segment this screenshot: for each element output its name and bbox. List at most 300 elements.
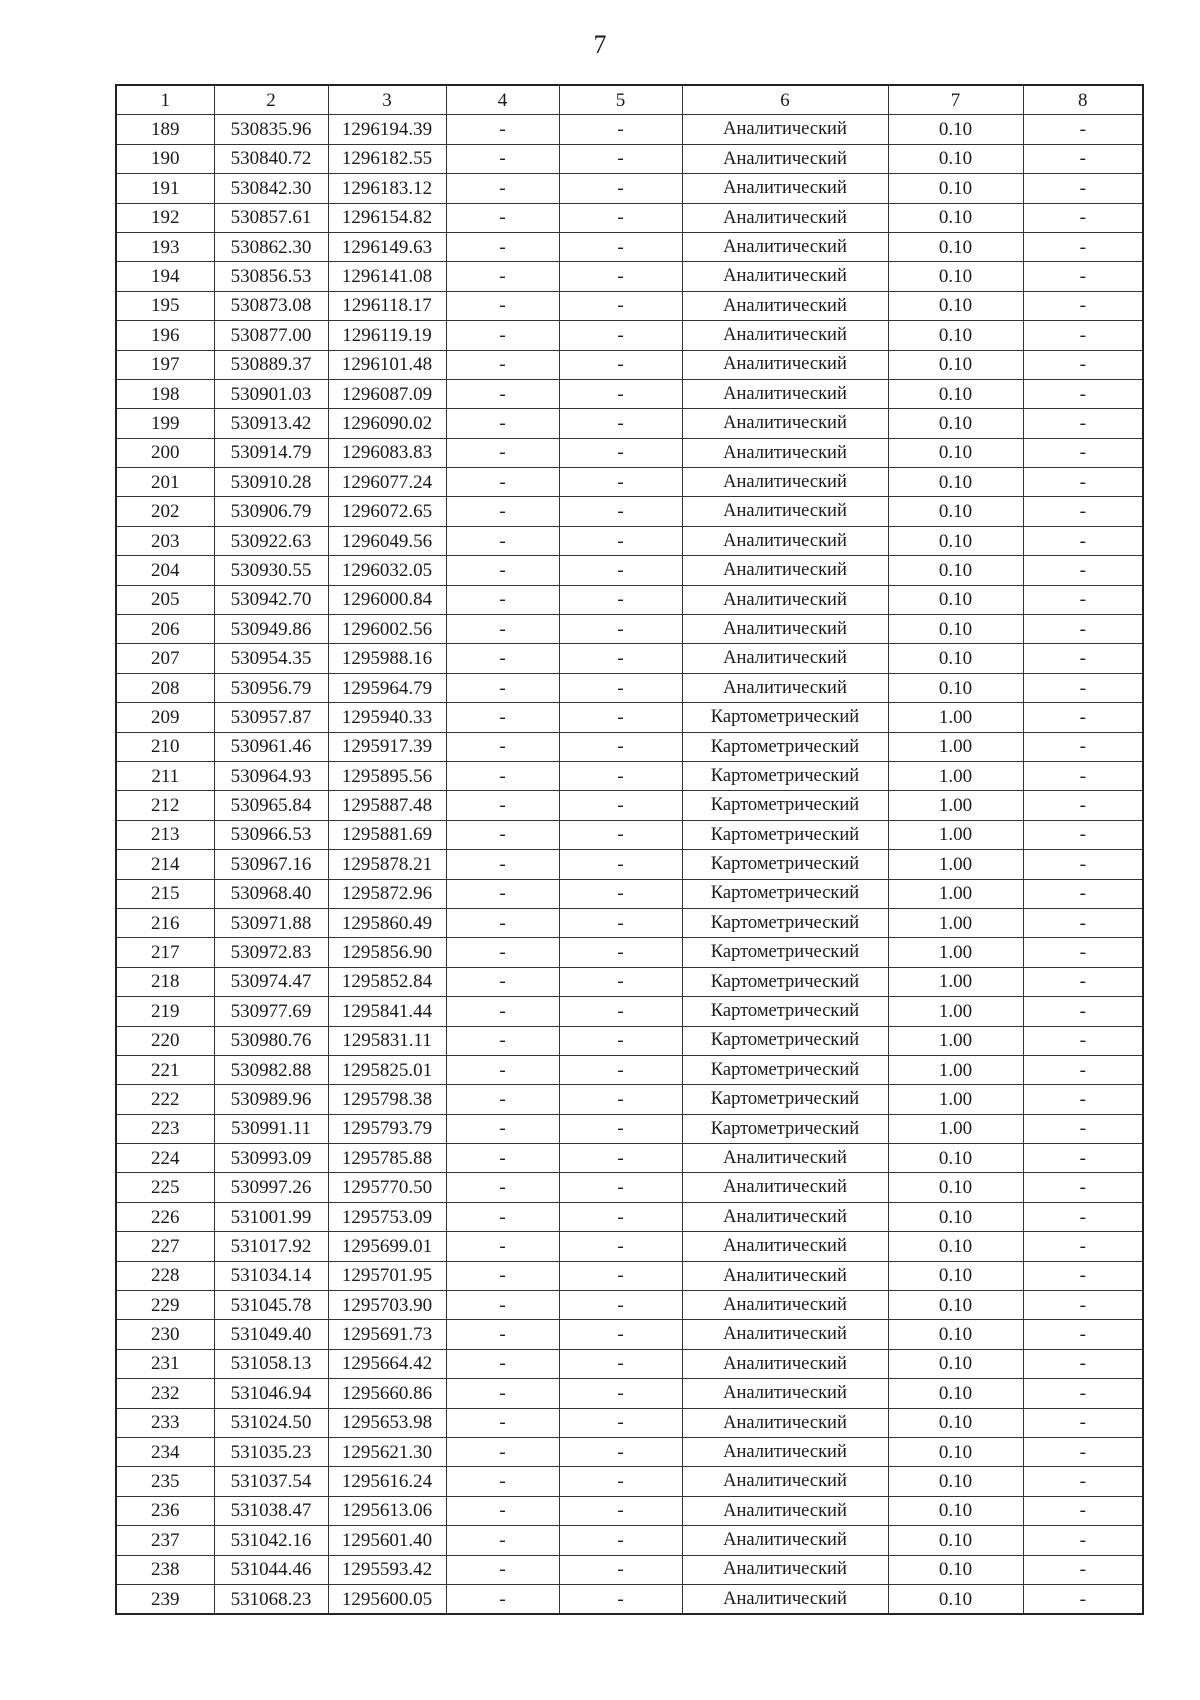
point-number-cell: 221: [116, 1055, 214, 1084]
accuracy-cell: 0.10: [888, 1467, 1023, 1496]
x-coordinate-cell: 530971.88: [214, 908, 328, 937]
accuracy-cell: 0.10: [888, 1232, 1023, 1261]
col-4-value-cell: -: [446, 967, 559, 996]
col-5-value-cell: -: [559, 379, 682, 408]
table-row: [116, 350, 1143, 379]
table-row: [116, 468, 1143, 497]
col-8-value-cell: -: [1023, 144, 1143, 173]
point-number-cell: 189: [116, 115, 214, 144]
table-header: [116, 85, 1143, 115]
y-coordinate-cell: 1295770.50: [328, 1173, 446, 1202]
point-number-cell: 223: [116, 1114, 214, 1143]
point-number-cell: 209: [116, 703, 214, 732]
col-5-value-cell: -: [559, 791, 682, 820]
table-row: [116, 1026, 1143, 1055]
column-header-4: 4: [446, 85, 559, 115]
method-cell: Аналитический: [682, 615, 888, 644]
col-5-value-cell: -: [559, 644, 682, 673]
table-row: [116, 1379, 1143, 1408]
method-cell: Аналитический: [682, 1144, 888, 1173]
x-coordinate-cell: 530966.53: [214, 820, 328, 849]
x-coordinate-cell: 530856.53: [214, 262, 328, 291]
col-4-value-cell: -: [446, 203, 559, 232]
point-number-cell: 210: [116, 732, 214, 761]
table-row: [116, 1408, 1143, 1437]
method-cell: Картометрический: [682, 1085, 888, 1114]
accuracy-cell: 0.10: [888, 1349, 1023, 1378]
col-4-value-cell: -: [446, 350, 559, 379]
method-cell: Аналитический: [682, 438, 888, 467]
table-row: [116, 850, 1143, 879]
x-coordinate-cell: 530957.87: [214, 703, 328, 732]
col-8-value-cell: -: [1023, 321, 1143, 350]
method-cell: Аналитический: [682, 1320, 888, 1349]
point-number-cell: 207: [116, 644, 214, 673]
col-5-value-cell: -: [559, 997, 682, 1026]
col-8-value-cell: -: [1023, 174, 1143, 203]
y-coordinate-cell: 1295621.30: [328, 1437, 446, 1466]
point-number-cell: 200: [116, 438, 214, 467]
col-8-value-cell: -: [1023, 1584, 1143, 1614]
table-row: [116, 556, 1143, 585]
y-coordinate-cell: 1296119.19: [328, 321, 446, 350]
col-4-value-cell: -: [446, 1055, 559, 1084]
y-coordinate-cell: 1296183.12: [328, 174, 446, 203]
col-4-value-cell: -: [446, 1496, 559, 1525]
col-5-value-cell: -: [559, 291, 682, 320]
y-coordinate-cell: 1295940.33: [328, 703, 446, 732]
col-5-value-cell: -: [559, 174, 682, 203]
x-coordinate-cell: 530965.84: [214, 791, 328, 820]
col-4-value-cell: -: [446, 174, 559, 203]
point-number-cell: 208: [116, 673, 214, 702]
method-cell: Аналитический: [682, 203, 888, 232]
col-4-value-cell: -: [446, 644, 559, 673]
point-number-cell: 228: [116, 1261, 214, 1290]
point-number-cell: 211: [116, 761, 214, 790]
y-coordinate-cell: 1296077.24: [328, 468, 446, 497]
col-8-value-cell: -: [1023, 115, 1143, 144]
table-row: [116, 203, 1143, 232]
col-5-value-cell: -: [559, 1026, 682, 1055]
accuracy-cell: 1.00: [888, 850, 1023, 879]
y-coordinate-cell: 1295660.86: [328, 1379, 446, 1408]
point-number-cell: 206: [116, 615, 214, 644]
col-8-value-cell: -: [1023, 1055, 1143, 1084]
method-cell: Картометрический: [682, 938, 888, 967]
method-cell: Аналитический: [682, 350, 888, 379]
accuracy-cell: 1.00: [888, 1085, 1023, 1114]
accuracy-cell: 1.00: [888, 1055, 1023, 1084]
col-8-value-cell: -: [1023, 850, 1143, 879]
x-coordinate-cell: 530982.88: [214, 1055, 328, 1084]
x-coordinate-cell: 531038.47: [214, 1496, 328, 1525]
method-cell: Аналитический: [682, 673, 888, 702]
point-number-cell: 237: [116, 1526, 214, 1555]
col-5-value-cell: -: [559, 203, 682, 232]
x-coordinate-cell: 530913.42: [214, 409, 328, 438]
accuracy-cell: 1.00: [888, 938, 1023, 967]
col-4-value-cell: -: [446, 585, 559, 614]
col-5-value-cell: -: [559, 1202, 682, 1231]
accuracy-cell: 1.00: [888, 1026, 1023, 1055]
y-coordinate-cell: 1295699.01: [328, 1232, 446, 1261]
table-row: [116, 1144, 1143, 1173]
column-header-6: 6: [682, 85, 888, 115]
accuracy-cell: 1.00: [888, 820, 1023, 849]
col-5-value-cell: -: [559, 673, 682, 702]
x-coordinate-cell: 531024.50: [214, 1408, 328, 1437]
col-8-value-cell: -: [1023, 1349, 1143, 1378]
x-coordinate-cell: 530949.86: [214, 615, 328, 644]
col-5-value-cell: -: [559, 1437, 682, 1466]
point-number-cell: 220: [116, 1026, 214, 1055]
method-cell: Аналитический: [682, 556, 888, 585]
table-row: [116, 1085, 1143, 1114]
accuracy-cell: 0.10: [888, 468, 1023, 497]
x-coordinate-cell: 530901.03: [214, 379, 328, 408]
point-number-cell: 190: [116, 144, 214, 173]
method-cell: Аналитический: [682, 644, 888, 673]
point-number-cell: 232: [116, 1379, 214, 1408]
col-4-value-cell: -: [446, 791, 559, 820]
x-coordinate-cell: 531068.23: [214, 1584, 328, 1614]
point-number-cell: 225: [116, 1173, 214, 1202]
method-cell: Аналитический: [682, 585, 888, 614]
col-4-value-cell: -: [446, 497, 559, 526]
y-coordinate-cell: 1296118.17: [328, 291, 446, 320]
accuracy-cell: 0.10: [888, 409, 1023, 438]
point-number-cell: 198: [116, 379, 214, 408]
table-row: [116, 115, 1143, 144]
page-number: 7: [593, 30, 607, 59]
table-row: [116, 1320, 1143, 1349]
col-4-value-cell: -: [446, 1085, 559, 1114]
y-coordinate-cell: 1295616.24: [328, 1467, 446, 1496]
accuracy-cell: 0.10: [888, 1584, 1023, 1614]
point-number-cell: 213: [116, 820, 214, 849]
y-coordinate-cell: 1295785.88: [328, 1144, 446, 1173]
col-8-value-cell: -: [1023, 791, 1143, 820]
col-8-value-cell: -: [1023, 1291, 1143, 1320]
x-coordinate-cell: 531037.54: [214, 1467, 328, 1496]
x-coordinate-cell: 530922.63: [214, 526, 328, 555]
col-8-value-cell: -: [1023, 938, 1143, 967]
y-coordinate-cell: 1295691.73: [328, 1320, 446, 1349]
coordinates-table: [115, 84, 1144, 1615]
col-5-value-cell: -: [559, 144, 682, 173]
col-4-value-cell: -: [446, 615, 559, 644]
col-5-value-cell: -: [559, 967, 682, 996]
col-8-value-cell: -: [1023, 526, 1143, 555]
y-coordinate-cell: 1295856.90: [328, 938, 446, 967]
method-cell: Аналитический: [682, 1349, 888, 1378]
col-5-value-cell: -: [559, 703, 682, 732]
x-coordinate-cell: 530989.96: [214, 1085, 328, 1114]
col-8-value-cell: -: [1023, 1555, 1143, 1584]
y-coordinate-cell: 1295753.09: [328, 1202, 446, 1231]
table-row: [116, 938, 1143, 967]
col-4-value-cell: -: [446, 908, 559, 937]
x-coordinate-cell: 531042.16: [214, 1526, 328, 1555]
col-4-value-cell: -: [446, 379, 559, 408]
col-5-value-cell: -: [559, 1144, 682, 1173]
col-5-value-cell: -: [559, 1349, 682, 1378]
accuracy-cell: 1.00: [888, 791, 1023, 820]
col-8-value-cell: -: [1023, 556, 1143, 585]
accuracy-cell: 0.10: [888, 379, 1023, 408]
x-coordinate-cell: 530993.09: [214, 1144, 328, 1173]
y-coordinate-cell: 1295703.90: [328, 1291, 446, 1320]
col-4-value-cell: -: [446, 1026, 559, 1055]
x-coordinate-cell: 530977.69: [214, 997, 328, 1026]
point-number-cell: 222: [116, 1085, 214, 1114]
y-coordinate-cell: 1296194.39: [328, 115, 446, 144]
y-coordinate-cell: 1295860.49: [328, 908, 446, 937]
accuracy-cell: 0.10: [888, 1408, 1023, 1437]
y-coordinate-cell: 1296083.83: [328, 438, 446, 467]
method-cell: Аналитический: [682, 174, 888, 203]
x-coordinate-cell: 530910.28: [214, 468, 328, 497]
point-number-cell: 194: [116, 262, 214, 291]
col-5-value-cell: -: [559, 321, 682, 350]
col-5-value-cell: -: [559, 938, 682, 967]
x-coordinate-cell: 531058.13: [214, 1349, 328, 1378]
y-coordinate-cell: 1295988.16: [328, 644, 446, 673]
col-5-value-cell: -: [559, 1526, 682, 1555]
point-number-cell: 233: [116, 1408, 214, 1437]
accuracy-cell: 0.10: [888, 291, 1023, 320]
col-4-value-cell: -: [446, 1349, 559, 1378]
y-coordinate-cell: 1296049.56: [328, 526, 446, 555]
accuracy-cell: 0.10: [888, 585, 1023, 614]
table-row: [116, 1261, 1143, 1290]
col-8-value-cell: -: [1023, 879, 1143, 908]
column-header-5: 5: [559, 85, 682, 115]
method-cell: Картометрический: [682, 1114, 888, 1143]
col-8-value-cell: -: [1023, 438, 1143, 467]
col-8-value-cell: -: [1023, 1408, 1143, 1437]
col-5-value-cell: -: [559, 1584, 682, 1614]
column-header-3: 3: [328, 85, 446, 115]
col-4-value-cell: -: [446, 1408, 559, 1437]
col-4-value-cell: -: [446, 291, 559, 320]
point-number-cell: 234: [116, 1437, 214, 1466]
col-5-value-cell: -: [559, 1114, 682, 1143]
col-5-value-cell: -: [559, 1173, 682, 1202]
col-4-value-cell: -: [446, 1437, 559, 1466]
table-row: [116, 1055, 1143, 1084]
method-cell: Аналитический: [682, 468, 888, 497]
x-coordinate-cell: 530991.11: [214, 1114, 328, 1143]
accuracy-cell: 0.10: [888, 232, 1023, 261]
accuracy-cell: 0.10: [888, 1496, 1023, 1525]
col-8-value-cell: -: [1023, 497, 1143, 526]
x-coordinate-cell: 530862.30: [214, 232, 328, 261]
col-5-value-cell: -: [559, 1320, 682, 1349]
x-coordinate-cell: 530930.55: [214, 556, 328, 585]
y-coordinate-cell: 1295601.40: [328, 1526, 446, 1555]
col-5-value-cell: -: [559, 468, 682, 497]
point-number-cell: 202: [116, 497, 214, 526]
point-number-cell: 235: [116, 1467, 214, 1496]
point-number-cell: 231: [116, 1349, 214, 1378]
x-coordinate-cell: 530997.26: [214, 1173, 328, 1202]
col-4-value-cell: -: [446, 115, 559, 144]
method-cell: Аналитический: [682, 526, 888, 555]
col-5-value-cell: -: [559, 879, 682, 908]
col-4-value-cell: -: [446, 468, 559, 497]
col-8-value-cell: -: [1023, 1144, 1143, 1173]
x-coordinate-cell: 530964.93: [214, 761, 328, 790]
accuracy-cell: 0.10: [888, 115, 1023, 144]
col-8-value-cell: -: [1023, 1085, 1143, 1114]
x-coordinate-cell: 530961.46: [214, 732, 328, 761]
method-cell: Аналитический: [682, 262, 888, 291]
col-5-value-cell: -: [559, 615, 682, 644]
col-5-value-cell: -: [559, 1055, 682, 1084]
col-5-value-cell: -: [559, 1408, 682, 1437]
method-cell: Аналитический: [682, 1379, 888, 1408]
table-row: [116, 174, 1143, 203]
header-row: [116, 85, 1143, 115]
col-4-value-cell: -: [446, 1202, 559, 1231]
y-coordinate-cell: 1295593.42: [328, 1555, 446, 1584]
col-4-value-cell: -: [446, 673, 559, 702]
column-header-2: 2: [214, 85, 328, 115]
col-5-value-cell: -: [559, 350, 682, 379]
x-coordinate-cell: 530840.72: [214, 144, 328, 173]
accuracy-cell: 0.10: [888, 644, 1023, 673]
point-number-cell: 224: [116, 1144, 214, 1173]
col-5-value-cell: -: [559, 1467, 682, 1496]
method-cell: Аналитический: [682, 115, 888, 144]
method-cell: Аналитический: [682, 1467, 888, 1496]
table-row: [116, 1555, 1143, 1584]
table-row: [116, 1584, 1143, 1614]
x-coordinate-cell: 530967.16: [214, 850, 328, 879]
method-cell: Аналитический: [682, 1173, 888, 1202]
col-5-value-cell: -: [559, 732, 682, 761]
col-5-value-cell: -: [559, 1232, 682, 1261]
col-4-value-cell: -: [446, 938, 559, 967]
table-row: [116, 232, 1143, 261]
method-cell: Аналитический: [682, 1408, 888, 1437]
accuracy-cell: 0.10: [888, 1320, 1023, 1349]
y-coordinate-cell: 1296000.84: [328, 585, 446, 614]
col-8-value-cell: -: [1023, 732, 1143, 761]
point-number-cell: 197: [116, 350, 214, 379]
col-8-value-cell: -: [1023, 1026, 1143, 1055]
y-coordinate-cell: 1295878.21: [328, 850, 446, 879]
x-coordinate-cell: 530842.30: [214, 174, 328, 203]
table-row: [116, 291, 1143, 320]
table-row: [116, 615, 1143, 644]
col-8-value-cell: -: [1023, 1232, 1143, 1261]
x-coordinate-cell: 531046.94: [214, 1379, 328, 1408]
col-8-value-cell: -: [1023, 761, 1143, 790]
table-row: [116, 1232, 1143, 1261]
table-row: [116, 908, 1143, 937]
col-8-value-cell: -: [1023, 997, 1143, 1026]
table-row: [116, 1437, 1143, 1466]
column-header-1: 1: [116, 85, 214, 115]
table-row: [116, 820, 1143, 849]
y-coordinate-cell: 1295793.79: [328, 1114, 446, 1143]
col-8-value-cell: -: [1023, 409, 1143, 438]
x-coordinate-cell: 531035.23: [214, 1437, 328, 1466]
table-row: [116, 585, 1143, 614]
y-coordinate-cell: 1295831.11: [328, 1026, 446, 1055]
col-5-value-cell: -: [559, 820, 682, 849]
col-5-value-cell: -: [559, 1085, 682, 1114]
accuracy-cell: 0.10: [888, 526, 1023, 555]
accuracy-cell: 0.10: [888, 144, 1023, 173]
col-4-value-cell: -: [446, 761, 559, 790]
col-8-value-cell: -: [1023, 1202, 1143, 1231]
col-4-value-cell: -: [446, 1291, 559, 1320]
col-4-value-cell: -: [446, 703, 559, 732]
col-8-value-cell: -: [1023, 703, 1143, 732]
table-row: [116, 1496, 1143, 1525]
x-coordinate-cell: 530972.83: [214, 938, 328, 967]
accuracy-cell: 0.10: [888, 673, 1023, 702]
y-coordinate-cell: 1295600.05: [328, 1584, 446, 1614]
y-coordinate-cell: 1296090.02: [328, 409, 446, 438]
method-cell: Картометрический: [682, 732, 888, 761]
accuracy-cell: 0.10: [888, 321, 1023, 350]
x-coordinate-cell: 530857.61: [214, 203, 328, 232]
accuracy-cell: 0.10: [888, 1291, 1023, 1320]
x-coordinate-cell: 530835.96: [214, 115, 328, 144]
accuracy-cell: 0.10: [888, 350, 1023, 379]
col-8-value-cell: -: [1023, 262, 1143, 291]
x-coordinate-cell: 531034.14: [214, 1261, 328, 1290]
method-cell: Аналитический: [682, 497, 888, 526]
col-5-value-cell: -: [559, 908, 682, 937]
method-cell: Аналитический: [682, 1437, 888, 1466]
x-coordinate-cell: 530889.37: [214, 350, 328, 379]
accuracy-cell: 1.00: [888, 997, 1023, 1026]
col-5-value-cell: -: [559, 1379, 682, 1408]
y-coordinate-cell: 1295852.84: [328, 967, 446, 996]
point-number-cell: 205: [116, 585, 214, 614]
col-4-value-cell: -: [446, 262, 559, 291]
method-cell: Картометрический: [682, 967, 888, 996]
table-row: [116, 1114, 1143, 1143]
point-number-cell: 214: [116, 850, 214, 879]
col-5-value-cell: -: [559, 438, 682, 467]
accuracy-cell: 1.00: [888, 967, 1023, 996]
method-cell: Аналитический: [682, 232, 888, 261]
y-coordinate-cell: 1295895.56: [328, 761, 446, 790]
x-coordinate-cell: 530968.40: [214, 879, 328, 908]
point-number-cell: 219: [116, 997, 214, 1026]
y-coordinate-cell: 1296002.56: [328, 615, 446, 644]
table-row: [116, 1349, 1143, 1378]
table-row: [116, 1467, 1143, 1496]
table-row: [116, 879, 1143, 908]
table-row: [116, 379, 1143, 408]
point-number-cell: 204: [116, 556, 214, 585]
col-8-value-cell: -: [1023, 1379, 1143, 1408]
col-5-value-cell: -: [559, 1496, 682, 1525]
col-8-value-cell: -: [1023, 1114, 1143, 1143]
method-cell: Аналитический: [682, 1261, 888, 1290]
method-cell: Картометрический: [682, 1026, 888, 1055]
accuracy-cell: 0.10: [888, 1144, 1023, 1173]
point-number-cell: 226: [116, 1202, 214, 1231]
